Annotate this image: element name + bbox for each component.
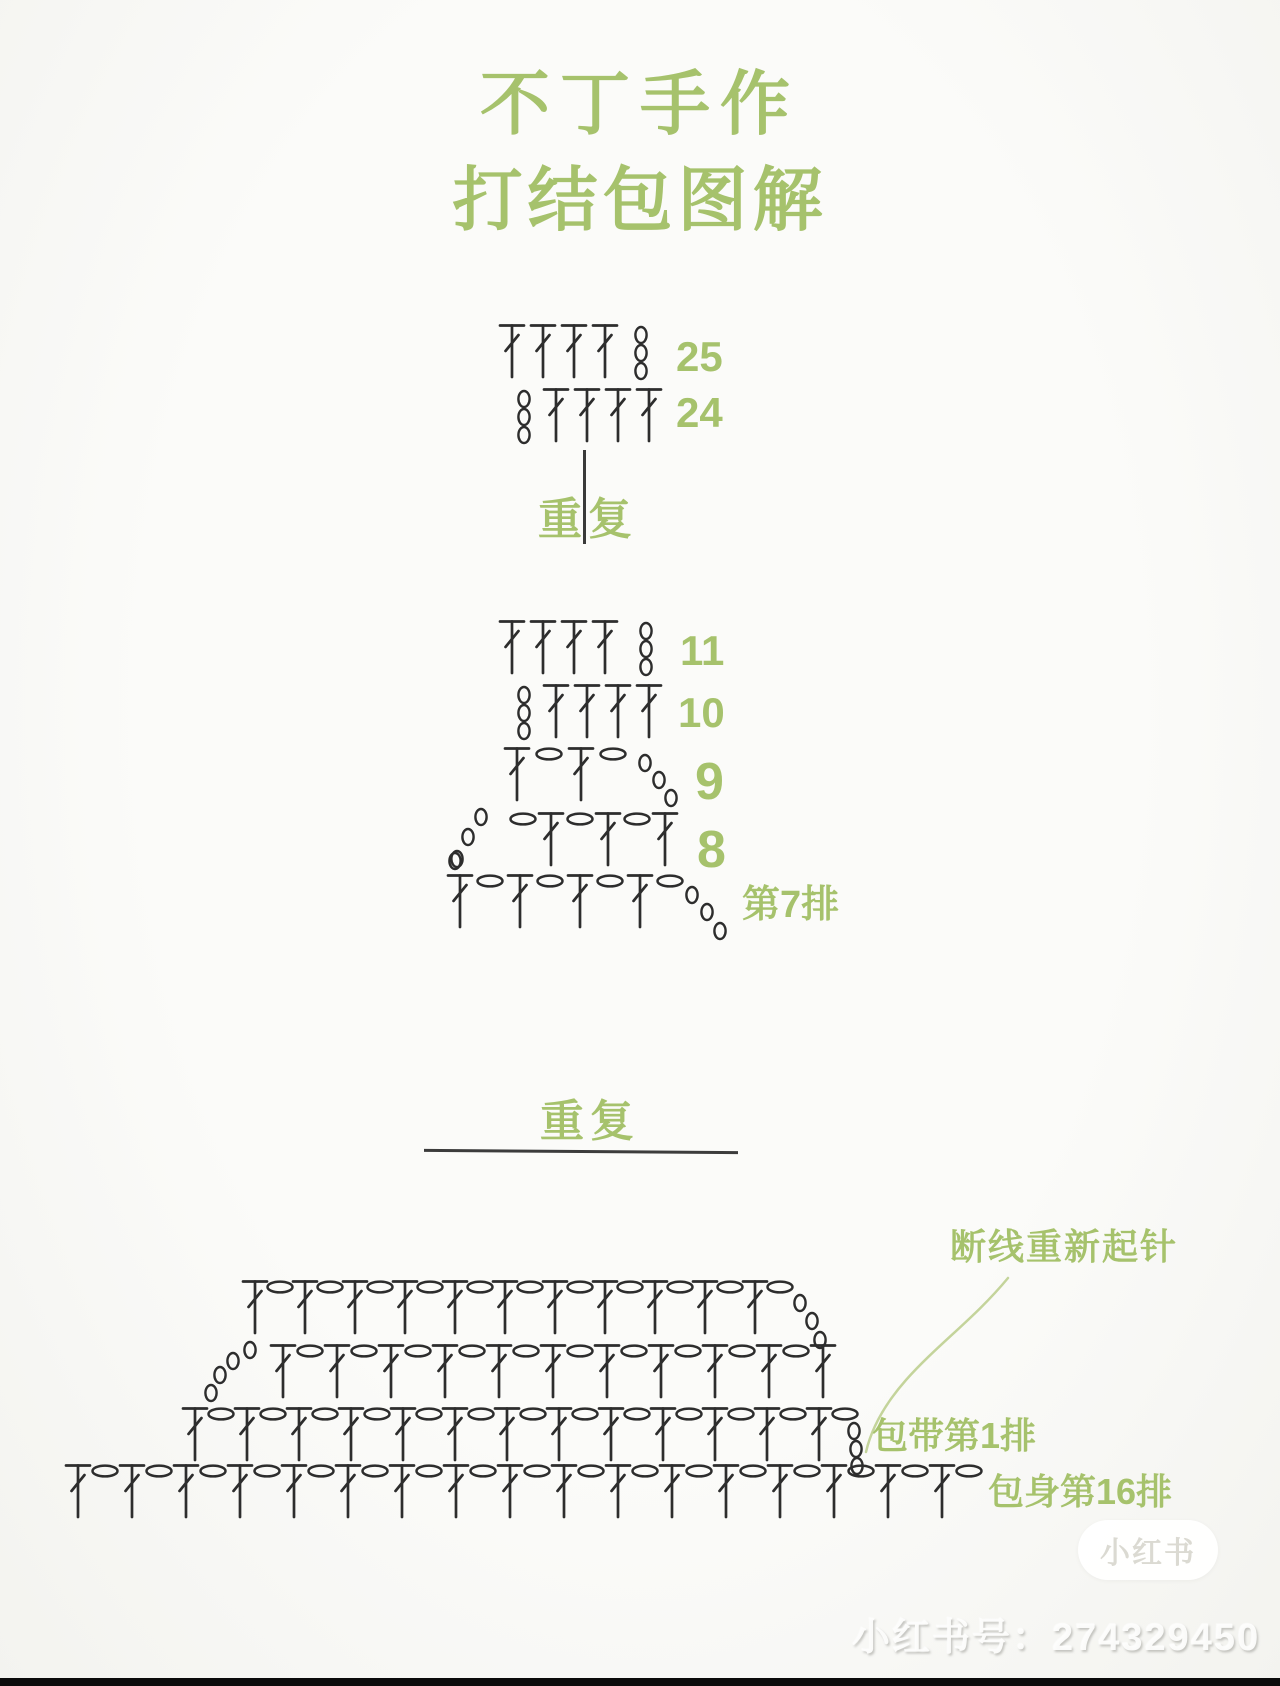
double-crochet-icon bbox=[441, 1462, 471, 1525]
chain-stitch-icon bbox=[144, 1463, 174, 1484]
chain-stitch-icon bbox=[349, 1343, 379, 1364]
repeat-label-bottom: 重复 bbox=[540, 1097, 640, 1146]
double-crochet-icon bbox=[559, 322, 589, 385]
double-crochet-icon bbox=[528, 618, 558, 681]
double-crochet-icon bbox=[566, 745, 596, 808]
double-crochet-icon bbox=[322, 1342, 352, 1405]
chain-stitch-icon bbox=[534, 746, 564, 767]
double-crochet-icon bbox=[634, 682, 664, 745]
chain-stitch-icon bbox=[360, 1463, 390, 1484]
double-crochet-icon bbox=[765, 1462, 795, 1525]
chain-stitch-icon bbox=[954, 1463, 984, 1484]
repeat-underline bbox=[424, 1149, 738, 1154]
double-crochet-icon bbox=[572, 682, 602, 745]
chain-stitch-icon bbox=[535, 873, 565, 894]
row-25-label: 25 bbox=[676, 333, 723, 380]
chain-stitch-icon bbox=[508, 811, 538, 832]
repeat-label-top: 重复 bbox=[538, 495, 638, 544]
chain-stitch-icon bbox=[468, 1463, 498, 1484]
xiaohongshu-id-watermark: 小红书号：274329450 bbox=[852, 1617, 1261, 1659]
double-crochet-icon bbox=[63, 1462, 93, 1525]
chain-stitch-icon bbox=[900, 1463, 930, 1484]
double-crochet-icon bbox=[650, 810, 680, 873]
chain-stitch-icon bbox=[638, 656, 654, 683]
chain-stitch-icon bbox=[619, 1343, 649, 1364]
double-crochet-icon bbox=[559, 618, 589, 681]
double-crochet-icon bbox=[808, 1342, 838, 1405]
restart-annotation: 断线重新起针 bbox=[950, 1226, 1179, 1267]
double-crochet-icon bbox=[387, 1462, 417, 1525]
chain-stitch-icon bbox=[622, 811, 652, 832]
double-crochet-icon bbox=[646, 1342, 676, 1405]
double-crochet-icon bbox=[590, 618, 620, 681]
double-crochet-icon bbox=[333, 1462, 363, 1525]
chain-stitch-icon bbox=[846, 1463, 876, 1484]
double-crochet-icon bbox=[603, 1462, 633, 1525]
row-11-label: 11 bbox=[680, 627, 725, 674]
double-crochet-icon bbox=[634, 386, 664, 449]
double-crochet-icon bbox=[572, 386, 602, 449]
row-10-label: 10 bbox=[678, 689, 725, 736]
double-crochet-icon bbox=[819, 1462, 849, 1525]
chain-stitch-icon bbox=[242, 1339, 258, 1366]
chain-stitch-icon bbox=[522, 1463, 552, 1484]
chain-stitch-icon bbox=[595, 873, 625, 894]
chain-stitch-icon bbox=[684, 1463, 714, 1484]
chain-stitch-icon bbox=[738, 1463, 768, 1484]
double-crochet-icon bbox=[593, 810, 623, 873]
double-crochet-icon bbox=[541, 386, 571, 449]
chain-stitch-icon bbox=[225, 1350, 241, 1377]
chain-stitch-icon bbox=[781, 1343, 811, 1364]
row-7-label: 第7排 bbox=[742, 884, 840, 926]
double-crochet-icon bbox=[592, 1342, 622, 1405]
chain-stitch-icon bbox=[403, 1343, 433, 1364]
double-crochet-icon bbox=[497, 322, 527, 385]
double-crochet-icon bbox=[430, 1342, 460, 1405]
double-crochet-icon bbox=[538, 1342, 568, 1405]
chain-stitch-icon bbox=[727, 1343, 757, 1364]
double-crochet-icon bbox=[484, 1342, 514, 1405]
chain-stitch-icon bbox=[252, 1463, 282, 1484]
double-crochet-icon bbox=[549, 1462, 579, 1525]
chain-stitch-icon bbox=[576, 1463, 606, 1484]
chain-stitch-icon bbox=[765, 1279, 795, 1300]
double-crochet-icon bbox=[225, 1462, 255, 1525]
chain-stitch-icon bbox=[598, 746, 628, 767]
chain-stitch-icon bbox=[306, 1463, 336, 1484]
chain-stitch-icon bbox=[792, 1463, 822, 1484]
chain-stitch-icon bbox=[712, 920, 728, 947]
double-crochet-icon bbox=[497, 618, 527, 681]
double-crochet-icon bbox=[590, 322, 620, 385]
double-crochet-icon bbox=[625, 872, 655, 935]
double-crochet-icon bbox=[495, 1462, 525, 1525]
row-24-label: 24 bbox=[676, 389, 723, 436]
chain-stitch-icon bbox=[655, 873, 685, 894]
double-crochet-icon bbox=[700, 1342, 730, 1405]
chain-stitch-icon bbox=[516, 424, 532, 451]
photo-edge-bar bbox=[0, 1678, 1280, 1686]
double-crochet-icon bbox=[171, 1462, 201, 1525]
chain-stitch-icon bbox=[198, 1463, 228, 1484]
chain-stitch-icon bbox=[457, 1343, 487, 1364]
chain-stitch-icon bbox=[414, 1463, 444, 1484]
chain-stitch-icon bbox=[630, 1463, 660, 1484]
double-crochet-icon bbox=[279, 1462, 309, 1525]
title-line2: 打结包图解 bbox=[452, 161, 828, 239]
double-crochet-icon bbox=[268, 1342, 298, 1405]
chain-stitch-icon bbox=[90, 1463, 120, 1484]
chain-stitch-icon bbox=[511, 1343, 541, 1364]
double-crochet-icon bbox=[502, 745, 532, 808]
double-crochet-icon bbox=[927, 1462, 957, 1525]
chain-stitch-icon bbox=[673, 1343, 703, 1364]
chain-stitch-icon bbox=[565, 811, 595, 832]
xiaohongshu-badge bbox=[1078, 1520, 1218, 1580]
double-crochet-icon bbox=[565, 872, 595, 935]
chain-stitch-icon bbox=[447, 850, 463, 877]
double-crochet-icon bbox=[117, 1462, 147, 1525]
double-crochet-icon bbox=[541, 682, 571, 745]
double-crochet-icon bbox=[603, 386, 633, 449]
xiaohongshu-badge-label: 小红书 bbox=[1100, 1537, 1196, 1570]
chain-stitch-icon bbox=[565, 1343, 595, 1364]
double-crochet-icon bbox=[505, 872, 535, 935]
double-crochet-icon bbox=[376, 1342, 406, 1405]
double-crochet-icon bbox=[711, 1462, 741, 1525]
chain-stitch-icon bbox=[516, 720, 532, 747]
chain-stitch-icon bbox=[473, 806, 489, 833]
strap-row-1-label: 包带第1排 bbox=[872, 1415, 1037, 1456]
chain-stitch-icon bbox=[633, 360, 649, 387]
chain-stitch-icon bbox=[684, 884, 700, 911]
double-crochet-icon bbox=[754, 1342, 784, 1405]
body-row-16-label: 包身第16排 bbox=[988, 1471, 1173, 1512]
double-crochet-icon bbox=[528, 322, 558, 385]
double-crochet-icon bbox=[445, 872, 475, 935]
chain-stitch-icon bbox=[475, 873, 505, 894]
double-crochet-icon bbox=[657, 1462, 687, 1525]
double-crochet-icon bbox=[536, 810, 566, 873]
page-title bbox=[0, 56, 1280, 248]
row-9-label: 9 bbox=[695, 753, 724, 811]
chain-stitch-icon bbox=[295, 1343, 325, 1364]
title-line1: 不丁手作 bbox=[480, 65, 800, 143]
double-crochet-icon bbox=[873, 1462, 903, 1525]
double-crochet-icon bbox=[603, 682, 633, 745]
row-8-label: 8 bbox=[697, 821, 726, 879]
